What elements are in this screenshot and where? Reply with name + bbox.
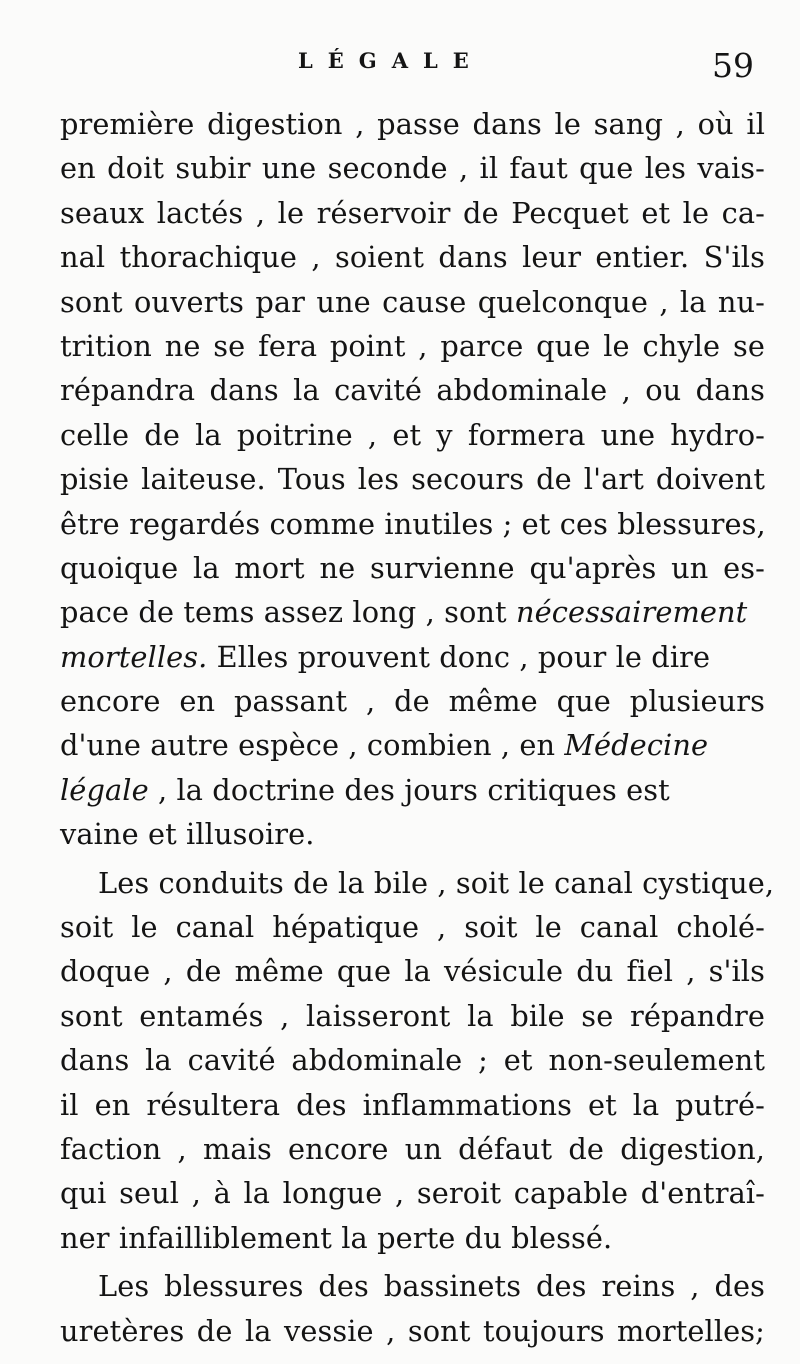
text-line: qui seul , à la longue , seroit capable d'entraî-	[60, 1176, 765, 1211]
page-number: 59	[712, 46, 754, 85]
text-line: répandra dans la cavité abdominale , ou dans	[60, 373, 765, 408]
text-line-last: ner infailliblement la perte du blessé.	[60, 1220, 613, 1255]
text-line: uretères de la vessie , sont toujours mortelles;	[60, 1313, 765, 1348]
italic-run: mortelles.	[60, 639, 208, 674]
italic-run: nécessairement	[515, 595, 748, 630]
text-line: pisie laiteuse. Tous les secours de l'art doivent	[60, 462, 765, 497]
paragraph-first-line: Les blessures des bassinets des reins , des	[98, 1269, 765, 1304]
text-line: quoique la mort ne survienne qu'après un es-	[60, 550, 765, 585]
italic-run: légale	[60, 772, 149, 807]
text-line: première digestion , passe dans le sang , où il	[60, 107, 765, 141]
running-head: LÉGALE	[298, 48, 484, 73]
text-line-last: vaine et illusoire.	[60, 817, 315, 852]
text-run: , la doctrine des jours critiques est	[148, 772, 670, 807]
text-line: seaux lactés , le réservoir de Pecquet et le ca-	[60, 195, 765, 230]
text-run: pace de tems assez long , sont	[60, 595, 516, 630]
text-line: dans la cavité abdominale ; et non-seulement	[60, 1043, 765, 1078]
text-line	[60, 590, 765, 634]
text-line: sont entamés , laisseront la bile se répandre	[60, 998, 765, 1033]
text-line: soit le canal hépatique , soit le canal cholé-	[60, 910, 765, 945]
paragraph-first-line: Les conduits de la bile , soit le canal cystique,	[98, 865, 775, 900]
text-line: trition ne se fera point , parce que le chyle se	[60, 328, 765, 363]
text-line	[60, 723, 765, 767]
italic-run: Médecine	[564, 728, 709, 763]
text-line: sont ouverts par une cause quelconque , la nu-	[60, 284, 765, 319]
text-line: doque , de même que la vésicule du fiel , s'ils	[60, 954, 765, 989]
text-line	[60, 768, 765, 812]
text-line: être regardés comme inutiles ; et ces blessures,	[60, 506, 766, 541]
text-line: faction , mais encore un défaut de digestion,	[60, 1131, 765, 1166]
page-header	[60, 46, 760, 86]
text-line: en doit subir une seconde , il faut que les vais-	[60, 151, 765, 186]
body-text	[60, 102, 775, 1353]
text-line: encore en passant , de même que plusieurs	[60, 684, 765, 719]
text-line: celle de la poitrine , et y formera une hydro-	[60, 417, 765, 452]
text-run: Elles prouvent donc , pour le dire	[207, 639, 711, 674]
text-line: nal thorachique , soient dans leur entier. S'ils	[60, 240, 765, 275]
text-line	[60, 635, 765, 679]
text-line: il en résultera des inflammations et la putré-	[60, 1087, 765, 1122]
text-run: d'une autre espèce , combien , en	[60, 728, 565, 763]
